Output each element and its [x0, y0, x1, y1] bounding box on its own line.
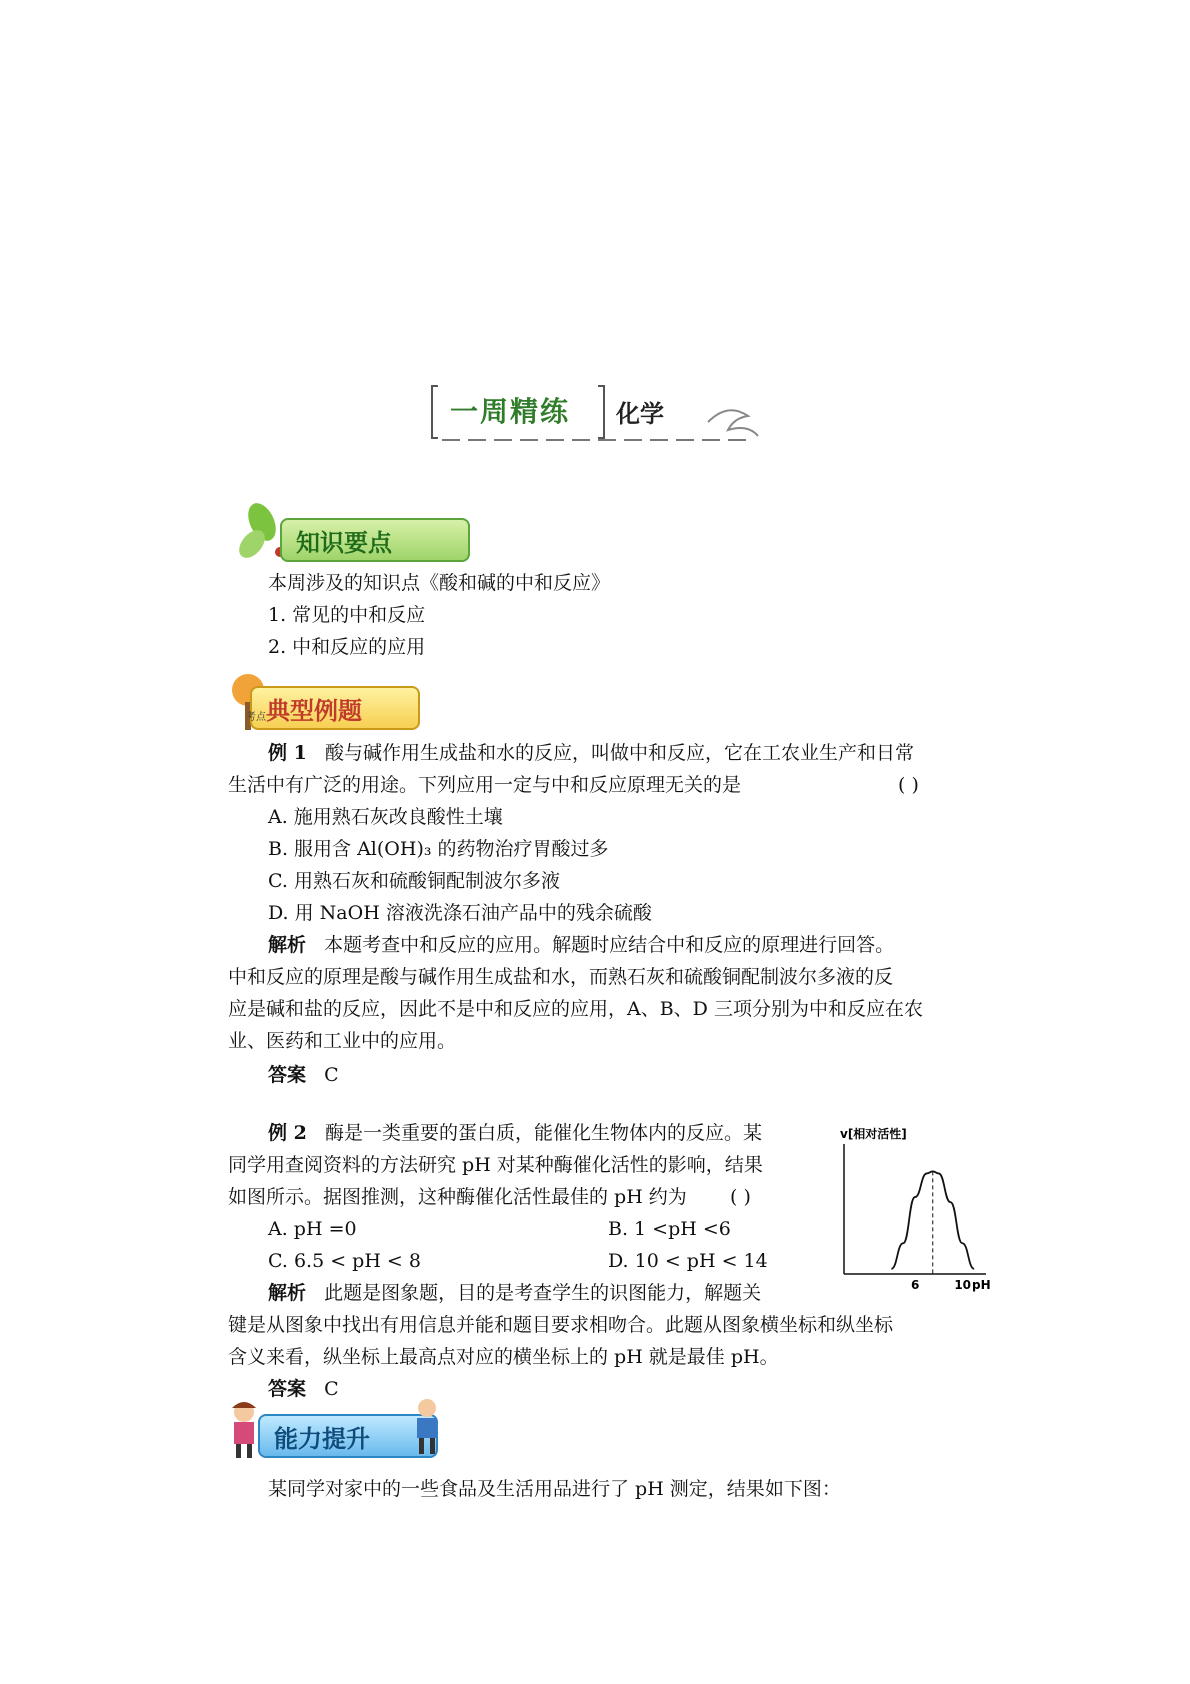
example2-analysis-label: 解析 — [268, 1282, 307, 1304]
example1-answer-paren: ( ) — [898, 774, 919, 796]
girl-decoration-icon — [226, 1398, 262, 1460]
example1-analysis-line1 — [268, 930, 894, 960]
page-banner — [428, 378, 768, 448]
example1-analysis-line3: 应是碱和盐的反应，因此不是中和反应的应用，A、B、D 三项分别为中和反应在农 — [228, 998, 923, 1020]
example2-option-a: A. pH =0 — [268, 1218, 357, 1240]
example1-option-c: C. 用熟石灰和硫酸铜配制波尔多液 — [268, 870, 560, 892]
example1-stem-line1 — [268, 738, 914, 768]
enzyme-activity-chart — [836, 1124, 998, 1292]
ability-intro: 某同学对家中的一些食品及生活用品进行了 pH 测定，结果如下图： — [268, 1478, 841, 1500]
knowledge-item-2: 2. 中和反应的应用 — [268, 636, 426, 658]
chart-x-tick-label: 10 — [954, 1278, 972, 1292]
example1-option-a: A. 施用熟石灰改良酸性土壤 — [268, 806, 503, 828]
example1-label: 例 1 — [268, 742, 307, 764]
example2-analysis-line3: 含义来看，纵坐标上最高点对应的横坐标上的 pH 就是最佳 pH。 — [228, 1346, 779, 1368]
chart-xlabel: pH — [972, 1278, 991, 1292]
chart-ylabel: v[相对活性] — [840, 1127, 907, 1141]
section-ability-title: 能力提升 — [274, 1424, 370, 1453]
example2-option-b: B. 1 <pH <6 — [608, 1218, 731, 1240]
section-examples-title: 典型例题 — [266, 696, 362, 725]
knowledge-intro: 本周涉及的知识点《酸和碱的中和反应》 — [268, 572, 611, 594]
section-examples-badge — [250, 686, 420, 730]
chart-x-tick-label: 6 — [911, 1278, 920, 1292]
knowledge-item-1: 1. 常见的中和反应 — [268, 604, 426, 626]
example2-answer-paren: ( ) — [730, 1186, 751, 1208]
examples-badge-small-label: 考点 — [246, 712, 266, 723]
example2-option-c: C. 6.5 < pH < 8 — [268, 1250, 421, 1272]
example2-answer — [268, 1374, 339, 1404]
example1-answer-label: 答案 — [268, 1064, 307, 1086]
example1-analysis-1: 本题考查中和反应的应用。解题时应结合中和反应的原理进行回答。 — [324, 934, 895, 956]
example2-analysis-line2: 键是从图象中找出有用信息并能和题目要求相吻合。此题从图象横坐标和纵坐标 — [228, 1314, 894, 1336]
example2-stem-line2: 同学用查阅资料的方法研究 pH 对某种酶催化活性的影响，结果 — [228, 1154, 763, 1176]
example2-analysis-line1 — [268, 1278, 761, 1308]
example2-option-d: D. 10 < pH < 14 — [608, 1250, 768, 1272]
example2-label: 例 2 — [268, 1122, 307, 1144]
section-knowledge-badge — [280, 518, 470, 562]
example2-analysis-1: 此题是图象题，目的是考查学生的识图能力，解题关 — [324, 1282, 762, 1304]
example2-stem-1: 酶是一类重要的蛋白质，能催化生物体内的反应。某 — [324, 1122, 762, 1144]
boy-decoration-icon — [412, 1396, 442, 1458]
example1-analysis-line4: 业、医药和工业中的应用。 — [228, 1030, 457, 1052]
section-ability-badge — [258, 1414, 438, 1458]
enzyme-activity-chart-svg — [836, 1124, 998, 1292]
example1-analysis-line2: 中和反应的原理是酸与碱作用生成盐和水，而熟石灰和硫酸铜配制波尔多液的反 — [228, 966, 894, 988]
banner-subject: 化学 — [616, 400, 664, 428]
example2-stem-line3: 如图所示。据图推测，这种酶催化活性最佳的 pH 约为 — [228, 1186, 687, 1208]
banner-title: 一周精练 — [450, 395, 571, 428]
example1-stem-1: 酸与碱作用生成盐和水的反应，叫做中和反应，它在工农业生产和日常 — [324, 742, 914, 764]
section-knowledge-title: 知识要点 — [296, 528, 392, 557]
example1-option-b: B. 服用含 Al(OH)₃ 的药物治疗胃酸过多 — [268, 838, 609, 860]
example1-analysis-label: 解析 — [268, 934, 307, 956]
example2-answer-label: 答案 — [268, 1378, 307, 1400]
example2-stem-line1 — [268, 1118, 762, 1148]
example2-answer-value: C — [324, 1378, 339, 1400]
example1-answer-value: C — [324, 1064, 339, 1086]
example1-answer — [268, 1060, 339, 1090]
example1-stem-line2: 生活中有广泛的用途。下列应用一定与中和反应原理无关的是 — [228, 774, 742, 796]
example1-option-d: D. 用 NaOH 溶液洗涤石油产品中的残余硫酸 — [268, 902, 652, 924]
